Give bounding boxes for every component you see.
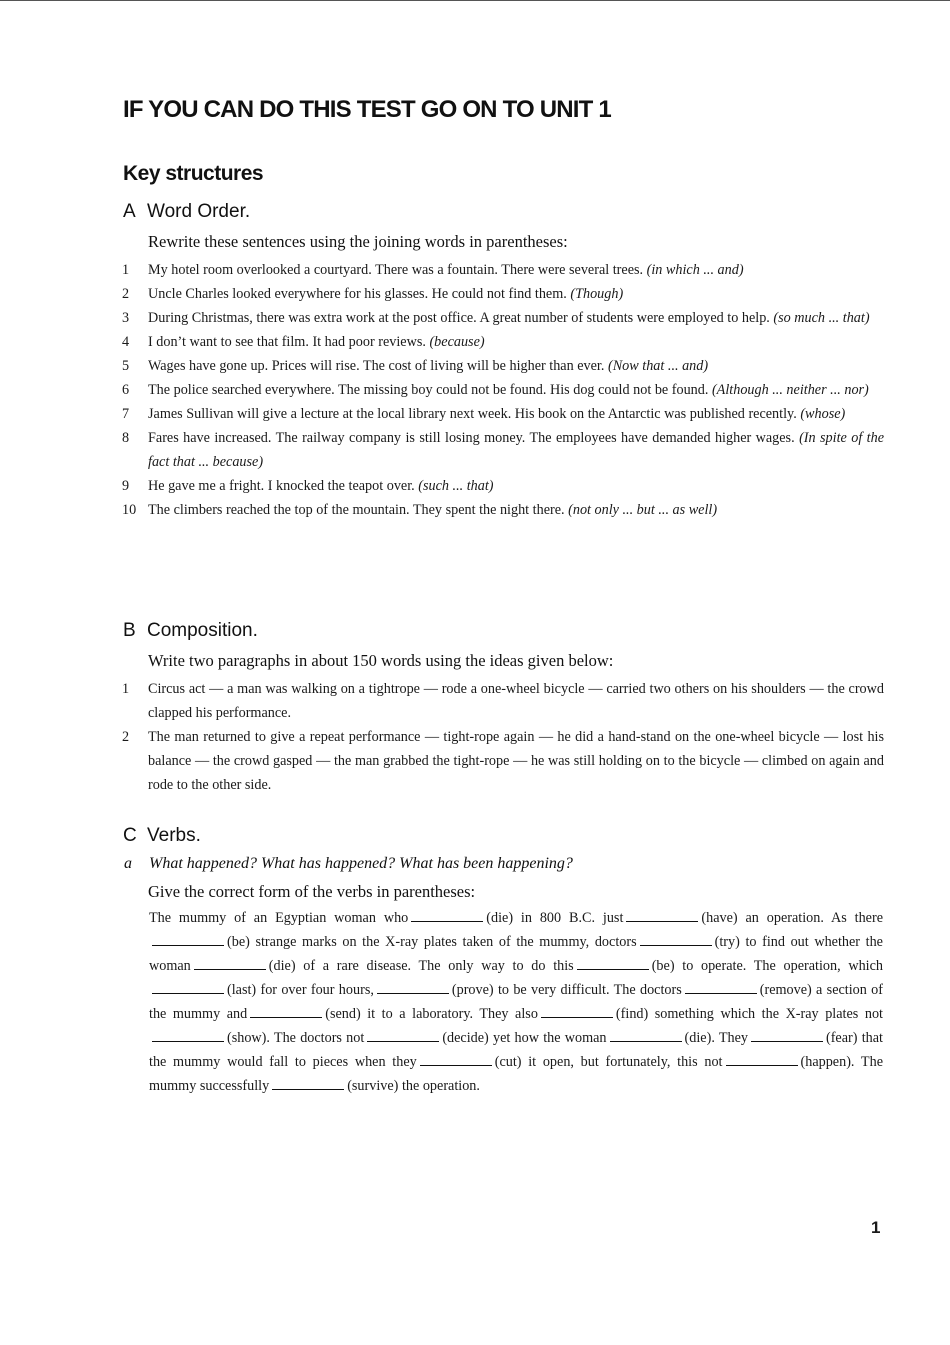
item-cue: (because)	[429, 334, 485, 350]
list-item	[122, 402, 884, 426]
list-item	[122, 354, 884, 378]
section-b-list	[122, 677, 884, 797]
list-item	[122, 282, 884, 306]
item-cue: (Now that ... and)	[607, 358, 709, 374]
answer-blank[interactable]	[610, 1029, 682, 1042]
item-text: I don’t want to see that film. It had poor reviews. (because)	[148, 334, 485, 350]
list-item	[122, 474, 884, 498]
top-rule	[0, 0, 950, 1]
list-item	[122, 498, 884, 522]
item-text: James Sullivan will give a lecture at the local library next week. His book on the Antarctic was published recently. (whose)	[148, 406, 846, 422]
page-title: IF YOU CAN DO THIS TEST GO ON TO UNIT 1	[123, 96, 611, 123]
section-a-instruction: Rewrite these sentences using the joining words in parentheses:	[148, 232, 568, 251]
item-number: 4	[122, 334, 130, 350]
answer-blank[interactable]	[420, 1053, 492, 1066]
list-item	[122, 426, 884, 474]
subsection-letter: a	[124, 855, 132, 872]
page-number: 1	[871, 1218, 881, 1237]
section-title-key-structures: Key structures	[123, 162, 264, 185]
list-item	[122, 258, 884, 282]
item-text: He gave me a fright. I knocked the teapot over. (such ... that)	[148, 478, 494, 494]
item-number: 8	[122, 430, 130, 446]
item-text: The man returned to give a repeat performance — tight-rope again — he did a hand-stand on the one-wheel bicycle — lost his balance — the crowd gasped — the man grabbed the tight-rope — he was still holding on to the bicycle — climbed on again and rode to the other side.	[148, 729, 884, 793]
section-c-heading	[123, 825, 201, 847]
answer-blank[interactable]	[152, 981, 224, 994]
item-cue: (not only ... but ... as well)	[568, 502, 718, 518]
list-item	[122, 725, 884, 797]
section-b-heading	[123, 620, 258, 642]
section-b-letter: B	[123, 620, 136, 641]
list-item	[122, 306, 884, 330]
item-cue: (whose)	[800, 406, 846, 422]
section-a-heading	[123, 201, 250, 223]
section-c-title: Verbs.	[147, 825, 201, 846]
section-b-instruction: Write two paragraphs in about 150 words using the ideas given below:	[148, 651, 614, 670]
list-item	[122, 677, 884, 725]
answer-blank[interactable]	[152, 1029, 224, 1042]
answer-blank[interactable]	[626, 909, 698, 922]
item-number: 1	[122, 262, 130, 278]
list-item	[122, 378, 884, 402]
item-cue: (in which ... and)	[646, 262, 744, 278]
item-text: The police searched everywhere. The missing boy could not be found. His dog could not be found. (Although ... neither ... nor)	[148, 382, 869, 398]
answer-blank[interactable]	[640, 933, 712, 946]
answer-blank[interactable]	[685, 981, 757, 994]
item-number: 7	[122, 406, 130, 422]
item-cue: (so much ... that)	[773, 310, 870, 326]
item-cue: (Though)	[570, 286, 624, 302]
section-a-list	[122, 258, 884, 522]
section-c-instruction: Give the correct form of the verbs in parentheses:	[148, 882, 476, 901]
answer-blank[interactable]	[411, 909, 483, 922]
item-text: During Christmas, there was extra work at the post office. A great number of students were employed to help. (so much ... that)	[148, 310, 870, 326]
answer-blank[interactable]	[194, 957, 266, 970]
item-number: 6	[122, 382, 130, 398]
item-text: My hotel room overlooked a courtyard. There was a fountain. There were several trees. (in which ... and)	[148, 262, 744, 278]
item-cue: (In spite of the fact that ... because)	[148, 430, 885, 470]
answer-blank[interactable]	[726, 1053, 798, 1066]
answer-blank[interactable]	[541, 1005, 613, 1018]
answer-blank[interactable]	[377, 981, 449, 994]
item-number: 1	[122, 681, 130, 697]
item-text: Wages have gone up. Prices will rise. The cost of living will be higher than ever. (Now that ... and)	[148, 358, 709, 374]
item-number: 3	[122, 310, 130, 326]
section-a-title: Word Order.	[147, 201, 251, 222]
section-a-letter: A	[123, 201, 136, 222]
list-item	[122, 330, 884, 354]
item-number: 2	[122, 729, 130, 745]
item-text: The climbers reached the top of the mountain. They spent the night there. (not only ... but ... as well)	[148, 502, 718, 518]
item-cue: (such ... that)	[418, 478, 494, 494]
item-text: Uncle Charles looked everywhere for his glasses. He could not find them. (Though)	[148, 286, 624, 302]
item-number: 2	[122, 286, 130, 302]
item-cue: (Although ... neither ... nor)	[711, 382, 869, 398]
answer-blank[interactable]	[577, 957, 649, 970]
item-text: Fares have increased. The railway company is still losing money. The employees have demanded higher wages. (In spite of the fact that ... because)	[148, 430, 885, 470]
subsection-title: What happened? What has happened? What has been happening?	[149, 855, 573, 872]
item-number: 9	[122, 478, 130, 494]
answer-blank[interactable]	[272, 1077, 344, 1090]
answer-blank[interactable]	[751, 1029, 823, 1042]
verb-passage: The mummy of an Egyptian woman who (die) in 800 B.C. just (have) an operation. As there(be) strange marks on the X-ray plates taken of the mummy, doctors (try) to find out whether the woman (die) of a rare disease. The only way to do this (be) to operate. The operation, which(last) for over four hours, (prove) to be very difficult. The doctors (remove) a section of the mummy and (send) it to a laboratory. They also (find) something which the X-ray plates not(show). The doctors not (decide) yet how the woman (die). They (fear) that the mummy would fall to pieces when they (cut) it open, but fortunately, this not (happen). The mummy successfully (survive) the operation.	[149, 910, 884, 1094]
section-b-title: Composition.	[147, 620, 258, 641]
item-number: 10	[122, 502, 137, 518]
item-text: Circus act — a man was walking on a tightrope — rode a one-wheel bicycle — carried two others on his shoulders — the crowd clapped his performance.	[148, 681, 884, 721]
answer-blank[interactable]	[250, 1005, 322, 1018]
answer-blank[interactable]	[367, 1029, 439, 1042]
item-number: 5	[122, 358, 130, 374]
answer-blank[interactable]	[152, 933, 224, 946]
section-c-letter: C	[123, 825, 137, 846]
section-c-subheading	[124, 855, 573, 873]
